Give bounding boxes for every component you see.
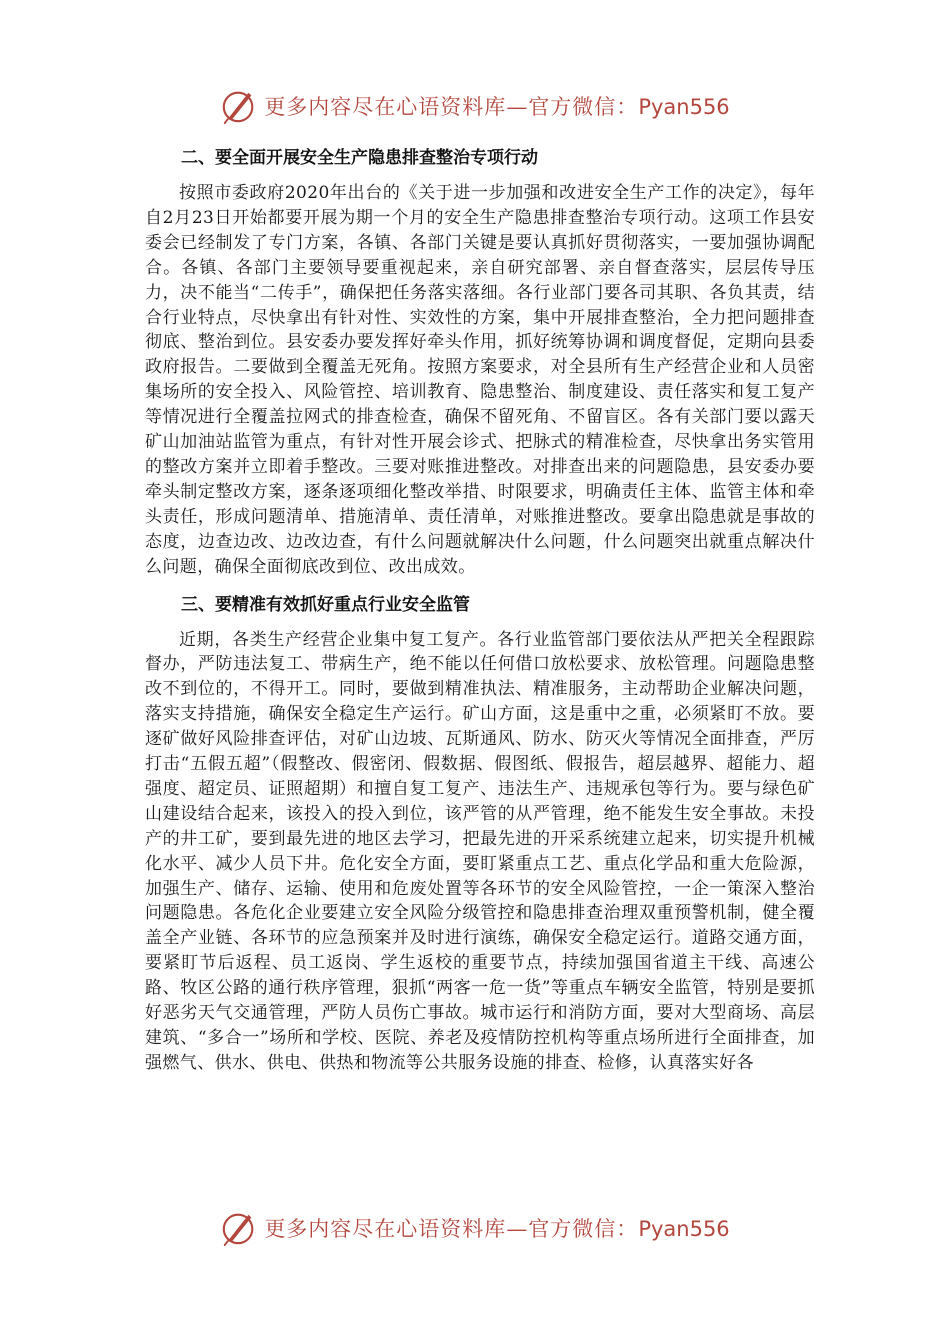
banner-site-name: 更多内容尽在心语资料库 <box>264 95 507 119</box>
header-banner[interactable] <box>0 86 950 126</box>
section-3-paragraph: 近期，各类生产经营企业集中复工复产。各行业监管部门要依法从严把关全程跟踪督办，严防违法复工、带病生产，绝不能以任何借口放松要求、放松管理。问题隐患整改不到位的，不得开工。同时，要做到精准执法、精准服务，主动帮助企业解决问题，落实支持措施，确保安全稳定生产运行。矿山方面，这是重中之重，必须紧盯不放。要逐矿做好风险排查评估，对矿山边坡、瓦斯通风、防水、防灭火等情况全面排查，严厉打击“五假五超”（假整改、假密闭、假数据、假图纸、假报告，超层越界、超能力、超强度、超定员、证照超期）和擅自复工复产、违法生产、违规承包等行为。要与绿色矿山建设结合起来，该投入的投入到位，该严管的从严管理，绝不能发生安全事故。未投产的井工矿，要到最先进的地区去学习，把最先进的开采系统建立起来，切实提升机械化水平、减少人员下井。危化安全方面，要盯紧重点工艺、重点化学品和重大危险源，加强生产、储存、运输、使用和危废处置等各环节的安全风险管控，一企一策深入整治问题隐患。各危化企业要建立安全风险分级管控和隐患排查治理双重预警机制，健全覆盖全产业链、各环节的应急预案并及时进行演练，确保安全稳定运行。道路交通方面，要紧盯节后返程、员工返岗、学生返校的重要节点，持续加强国省道主干线、高速公路、牧区公路的通行秩序管理，狠抓“两客一危一货”等重点车辆安全监管，特别是要抓好恶劣天气交通管理，严防人员伤亡事故。城市运行和消防方面，要对大型商场、高层建筑、“多合一”场所和学校、医院、养老及疫情防控机构等重点场所进行全面排查，加强燃气、供水、供电、供热和物流等公共服务设施的排查、检修，认真落实好各 <box>145 629 815 1073</box>
quill-pen-icon <box>220 1209 258 1247</box>
banner-wechat-id: Pyan556 <box>638 1217 730 1241</box>
quill-pen-icon <box>220 87 258 125</box>
banner-wechat-label: 官方微信： <box>528 1217 639 1241</box>
document-body <box>145 145 815 1076</box>
banner-text <box>264 1213 729 1243</box>
banner-site-name: 更多内容尽在心语资料库 <box>264 1217 507 1241</box>
banner-separator: — <box>506 1217 529 1241</box>
section-2-paragraph: 按照市委政府2020年出台的《关于进一步加强和改进安全生产工作的决定》，每年自2月23日开始都要开展为期一个月的安全生产隐患排查整治专项行动。这项工作县安委会已经制发了专门方案，各镇、各部门关键是要认真抓好贯彻落实，一要加强协调配合。各镇、各部门主要领导要重视起来，亲自研究部署、亲自督查落实，层层传导压力，决不能当“二传手”，确保把任务落实落细。各行业部门要各司其职、各负其责，结合行业特点，尽快拿出有针对性、实效性的方案，集中开展排查整治，全力把问题排查彻底、整治到位。县安委办要发挥好牵头作用，抓好统筹协调和调度督促，定期向县委政府报告。二要做到全覆盖无死角。按照方案要求，对全县所有生产经营企业和人员密集场所的安全投入、风险管控、培训教育、隐患整治、制度建设、责任落实和复工复产等情况进行全覆盖拉网式的排查检查，确保不留死角、不留盲区。各有关部门要以露天矿山加油站监管为重点，有针对性开展会诊式、把脉式的精准检查，尽快拿出务实管用的整改方案并立即着手整改。三要对账推进整改。对排查出来的问题隐患，县安委办要牵头制定整改方案，逐条逐项细化整改举措、时限要求，明确责任主体、监管主体和牵头责任，形成问题清单、措施清单、责任清单，对账推进整改。要拿出隐患就是事故的态度，边查边改、边改边查，有什么问题就解决什么问题，什么问题突出就重点解决什么问题，确保全面彻底改到位、改出成效。 <box>145 183 815 577</box>
footer-banner[interactable] <box>0 1208 950 1248</box>
section-2-heading: 二、要全面开展安全生产隐患排查整治专项行动 <box>181 148 538 168</box>
banner-text <box>264 91 729 121</box>
banner-wechat-label: 官方微信： <box>528 95 639 119</box>
section-3-heading: 三、要精准有效抓好重点行业安全监管 <box>181 594 470 615</box>
banner-separator: — <box>506 95 529 119</box>
banner-wechat-id: Pyan556 <box>638 95 730 119</box>
